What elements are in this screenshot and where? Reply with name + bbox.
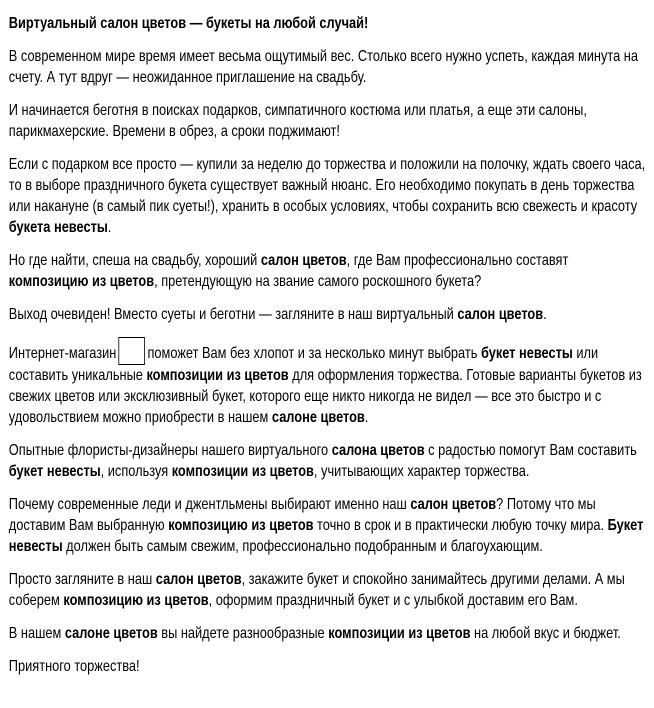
paragraph [9,100,646,142]
bold-text-run: салоне цветов [64,625,158,642]
text-run: с радостью помогут Вам составить [424,442,637,459]
text-run: . [107,219,112,236]
bold-text-run: букета невесты [8,219,108,236]
text-run: на любой вкус и бюджет. [470,625,621,642]
text-run: , оформим праздничный букет и с улыбкой доставим его Вам. [208,592,578,609]
text-run: Но где найти, спеша на свадьбу, хороший [8,252,261,269]
text-run: , учитывающих характер торжества. [313,463,530,480]
bold-text-run: салон цветов [260,252,347,269]
paragraph [9,337,646,428]
text-run: В нашем [8,625,65,642]
text-run: Интернет-магазин [8,345,117,362]
text-run: Если с подарком все просто — купили за неделю до торжества и положили на полочку, ждать своего часа, то в выборе праздничного букета существует важный нюанс. Его необходимо покупать в день торжества или накануне (в самый пик суеты!), хранить в особых условиях, чтобы сохранить всю свежесть и красоту [8,156,646,215]
text-run: , используя [100,463,172,480]
paragraph [9,46,646,88]
text-run: Почему современные леди и джентльмены выбирают именно наш [8,496,411,513]
bold-text-run: композицию из цветов [8,273,155,290]
paragraph [9,440,646,482]
text-run: Опытные флористы-дизайнеры нашего виртуального [8,442,332,459]
bold-text-run: композиции из цветов [328,625,471,642]
document-title: Виртуальный салон цветов — букеты на любой случай! [8,15,369,32]
text-run: ? Потому что мы доставим Вам выбранную [8,496,596,534]
paragraph [9,494,646,557]
bold-text-run: салоне цветов [271,409,365,426]
text-run: должен быть самым свежим, профессионально подобранным и благоухающим. [62,538,543,555]
bold-text-run: композицию из цветов [63,592,209,609]
paragraph [9,656,646,677]
text-run: . [543,306,547,323]
bold-text-run: букет невесты [480,345,573,362]
bold-text-run: композиции из цветов [146,367,289,384]
bold-text-run: салон цветов [155,571,242,588]
bold-text-run: букет невесты [8,463,101,480]
text-run: или составить уникальные [8,345,599,384]
bold-text-run: салон цветов [410,496,497,513]
text-run: точно в срок и в практически любую точку мира. [313,517,608,534]
text-run: И начинается беготня в поисках подарков, симпатичного костюма или платья, а еще эти салоны, парикмахерские. Времени в обрез, а сроки поджимают! [8,102,587,140]
bold-text-run: Букет невесты [8,517,644,555]
bold-text-run: салон цветов [457,306,544,323]
text-run: Выход очевиден! Вместо суеты и беготни — загляните в наш виртуальный [8,306,458,323]
paragraph [9,154,646,238]
text-run: В современном мире время имеет весьма ощутимый вес. Столько всего нужно успеть, каждая минута на счету. А тут вдруг — неожиданное приглашение на свадьбу. [8,48,638,86]
text-run: , закажите букет и спокойно занимайтесь другими делами. А мы соберем [8,571,625,609]
inline-placeholder-box [119,337,145,365]
text-run: , где Вам профессионально составят [346,252,569,269]
text-run: вы найдете разнообразные [157,625,329,642]
paragraph [9,250,646,292]
bold-text-run: композицию из цветов [168,517,314,534]
paragraph [9,623,646,644]
bold-text-run: композиции из цветов [171,463,314,480]
paragraph [9,569,646,611]
text-run: для оформления торжества. Готовые варианты букетов из свежих цветов или эксклюзивный букет, которого еще никто никогда не видел — все это быстро и с удовольствием можно приобрести в нашем [8,367,642,426]
text-run: Приятного торжества! [8,658,140,675]
text-run: . [364,409,369,426]
text-run: Просто загляните в наш [8,571,156,588]
paragraph [9,304,646,325]
text-run: поможет Вам без хлопот и за несколько минут выбрать [147,345,481,362]
text-run: , претендующую на звание самого роскошного букета? [154,273,482,290]
bold-text-run: салона цветов [331,442,425,459]
